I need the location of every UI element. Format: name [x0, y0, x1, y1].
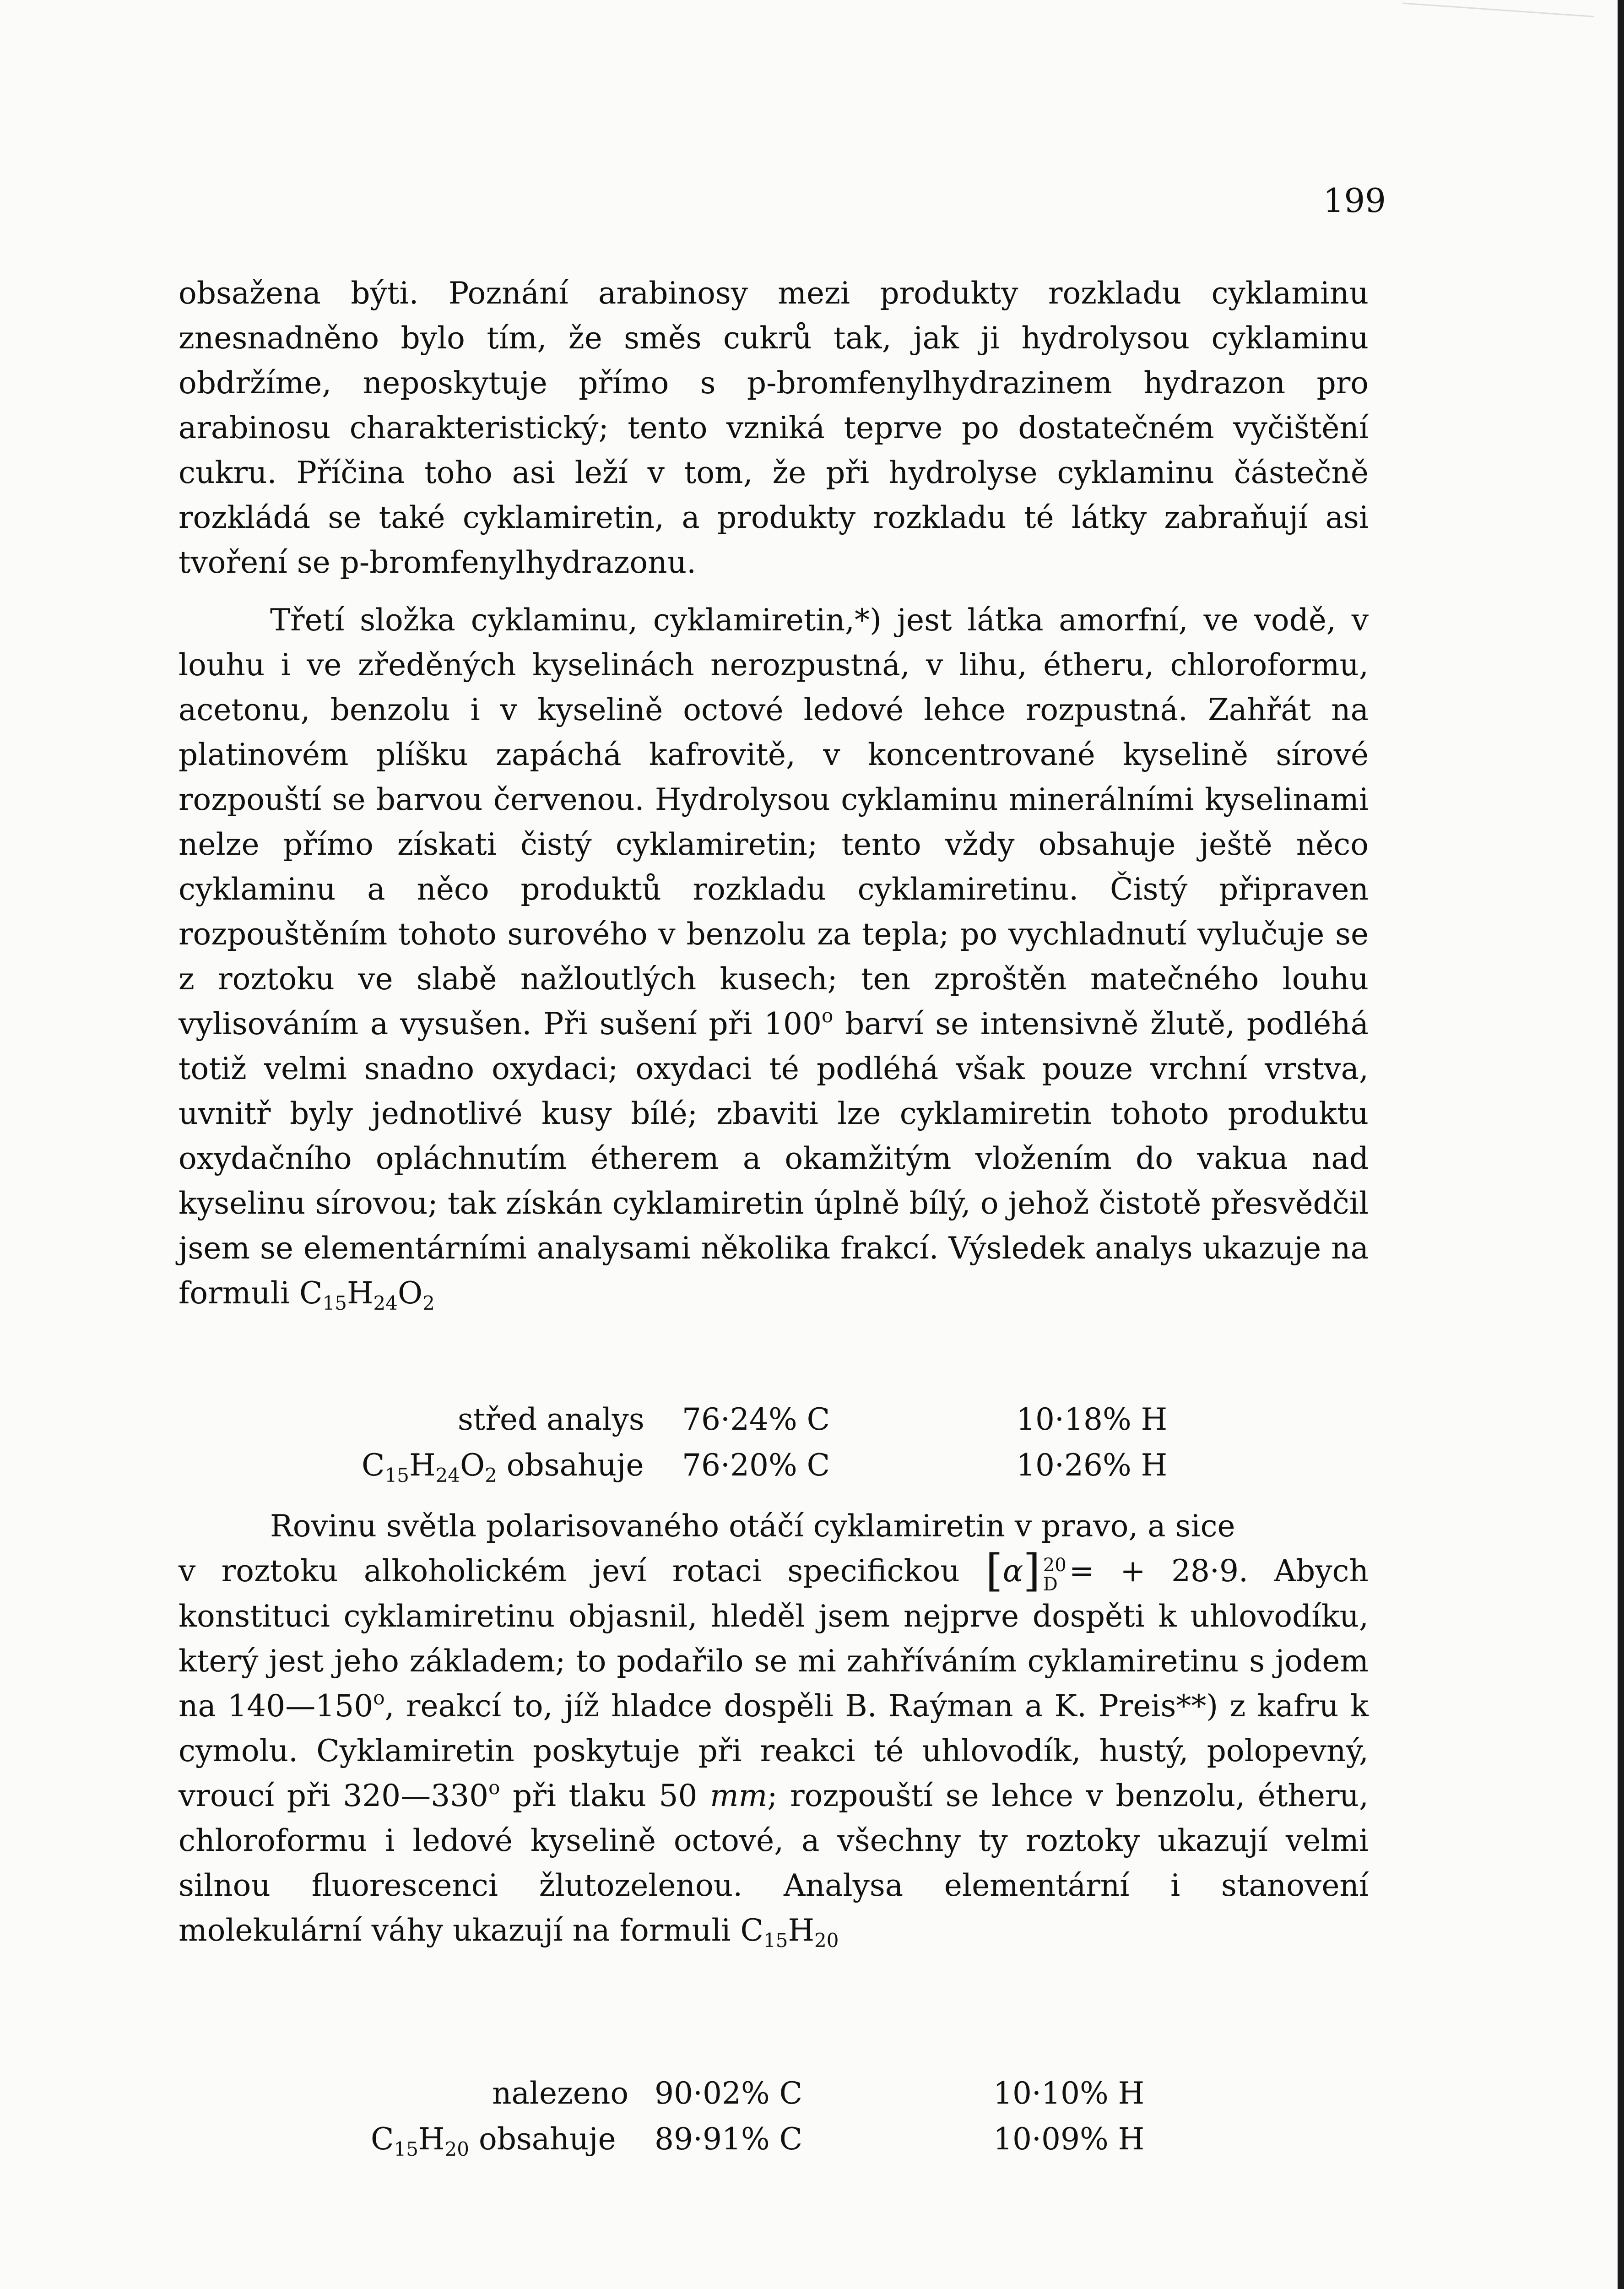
formula-c15h24o2-row: $C_{15}H_{24}O_2$ [362, 1448, 497, 1486]
paragraph-2-cont-after: barví se intensivně žlutě, podléhá totiž velmi snadno oxydaci; oxydaci té podléhá však pouze vrchní vrstva, uvnitř byly jednotlivé kusy bílé; zbaviti lze cyklamiretin tohoto produktu oxydačního opláchnutím étherem a okamžitým vložením do vakua nad kyselinu sírovou; tak získán cyklamiretin úplně bílý, o jehož čistotě přesvědčil jsem se elementárními analysami několika frakcí. Výsledek analys ukazuje na formuli [179, 1006, 1369, 1311]
result-row-2-c: 89·91% C [655, 2121, 803, 2157]
result-row-1-h: 10·10% H [993, 2076, 1145, 2111]
result-row-2-h: 10·09% H [993, 2121, 1145, 2157]
paragraph-1-text: obsažena býti. Poznání arabinosy mezi produkty rozkladu cyklaminu znesnadněno bylo tím, že směs cukrů tak, jak ji hydrolysou cyklaminu obdržíme, neposkytuje přímo s p-bromfenylhydrazinem hydrazon pro arabinosu charakteristický; tento vzniká teprve po dostatečném vyčištění cukru. Příčina toho asi leží v tom, že při hydrolyse cyklaminu částečně rozkládá se také cyklamiretin, a produkty rozkladu té látky zabraňují asi tvoření se p-bromfenylhydrazonu. [179, 276, 1369, 580]
paragraph-4-line-2: v roztoku alkoholickém jeví rotaci specifickou [α] 20 D = + 28·9. Abych [179, 1545, 1369, 1596]
result-row-2: $C_{15}H_{20}$ obsahuje [371, 2121, 616, 2160]
analysis-label: střed analys [458, 1402, 644, 1437]
formula-c15h24o2: $C_{15}H_{24}O_2$ [299, 1275, 435, 1314]
page-number: 199 [1323, 181, 1386, 220]
scan-corner-mark [1399, 2, 1594, 58]
analysis-row-2: $C_{15}H_{24}O_2$ obsahuje [362, 1448, 644, 1486]
scan-edge [1618, 0, 1624, 2289]
formula-c15h20-row: $C_{15}H_{20}$ [371, 2121, 469, 2160]
paragraph-2-text [179, 598, 1369, 1316]
specific-rotation: [α] 20 D = + 28·9. [985, 1545, 1248, 1596]
analysis-row-2-h: 10·26% H [1016, 1448, 1168, 1483]
formula-c15h20: $C_{15}H_{20}$ [740, 1913, 839, 1952]
analysis-row-1-h: 10·18% H [1016, 1402, 1168, 1437]
result-row-1-c: 90·02% C [655, 2076, 803, 2111]
degree-sup: o [822, 1004, 834, 1027]
analysis-row-1 [458, 1397, 644, 1442]
paragraph-2-body: Třetí složka cyklaminu, cyklamiretin,*) jest látka amorfní, ve vodě, v louhu i ve zředěných kyselinách nerozpustná, v lihu, étheru, chloroformu, acetonu, benzolu i v kyselině octové ledové lehce rozpustná. Zahřát na platinovém plíšku zapáchá kafrovitě, v koncentrované kyselině sírové rozpouští se barvou červenou. Hydrolysou cyklaminu minerálními kyselinami nelze přímo získati čistý cyklamiretin; tento vždy obsahuje ještě něco cyklaminu a něco produktů rozkladu cyklamiretinu. Čistý připraven rozpouštěním tohoto surového v benzolu za tepla; po vychladnutí vylučuje se z roztoku ve slabě nažloutlých kusech; ten zproštěn matečného louhu vylisováním a vysušen. [179, 602, 1369, 1041]
analysis-row-2-c: 76·20% C [682, 1448, 830, 1483]
paragraph-4-line-1: Rovinu světla polarisovaného otáčí cyklamiretin v pravo, a sice [270, 1508, 1235, 1544]
analysis-row-1-c: 76·24% C [682, 1402, 830, 1437]
paragraph-4 [179, 1504, 1369, 1953]
result-row-1: nalezeno [492, 2076, 629, 2111]
paragraph-2-cont-before: Při sušení při 100 [543, 1006, 822, 1041]
paragraph-1 [179, 271, 1369, 585]
paragraph-4-rest: konstituci cyklamiretinu objasnil, hleděl jsem nejprve dospěti k uhlovodíku, který jest jeho základem; to podařilo se mi zahříváním cyklamiretinu s jodem na 140—150$^o$, reakcí to, jíž hladce dospěli B. Raýman a K. Preis**) z kafru k cymolu. Cyklamiretin poskytuje při reakci té uhlovodík, hustý, polopevný, vroucí při 320—330$^o$ při tlaku 50 mm; rozpouští se lehce v benzolu, étheru, chloroformu i ledové kyselině octové, a všechny ty roztoky ukazují velmi silnou fluorescenci žlutozelenou. Analysa elementární i stanovení molekulární váhy ukazují na formuli $C_{15}H_{20}$ [179, 1599, 1369, 1952]
paragraph-2 [179, 598, 1369, 1316]
